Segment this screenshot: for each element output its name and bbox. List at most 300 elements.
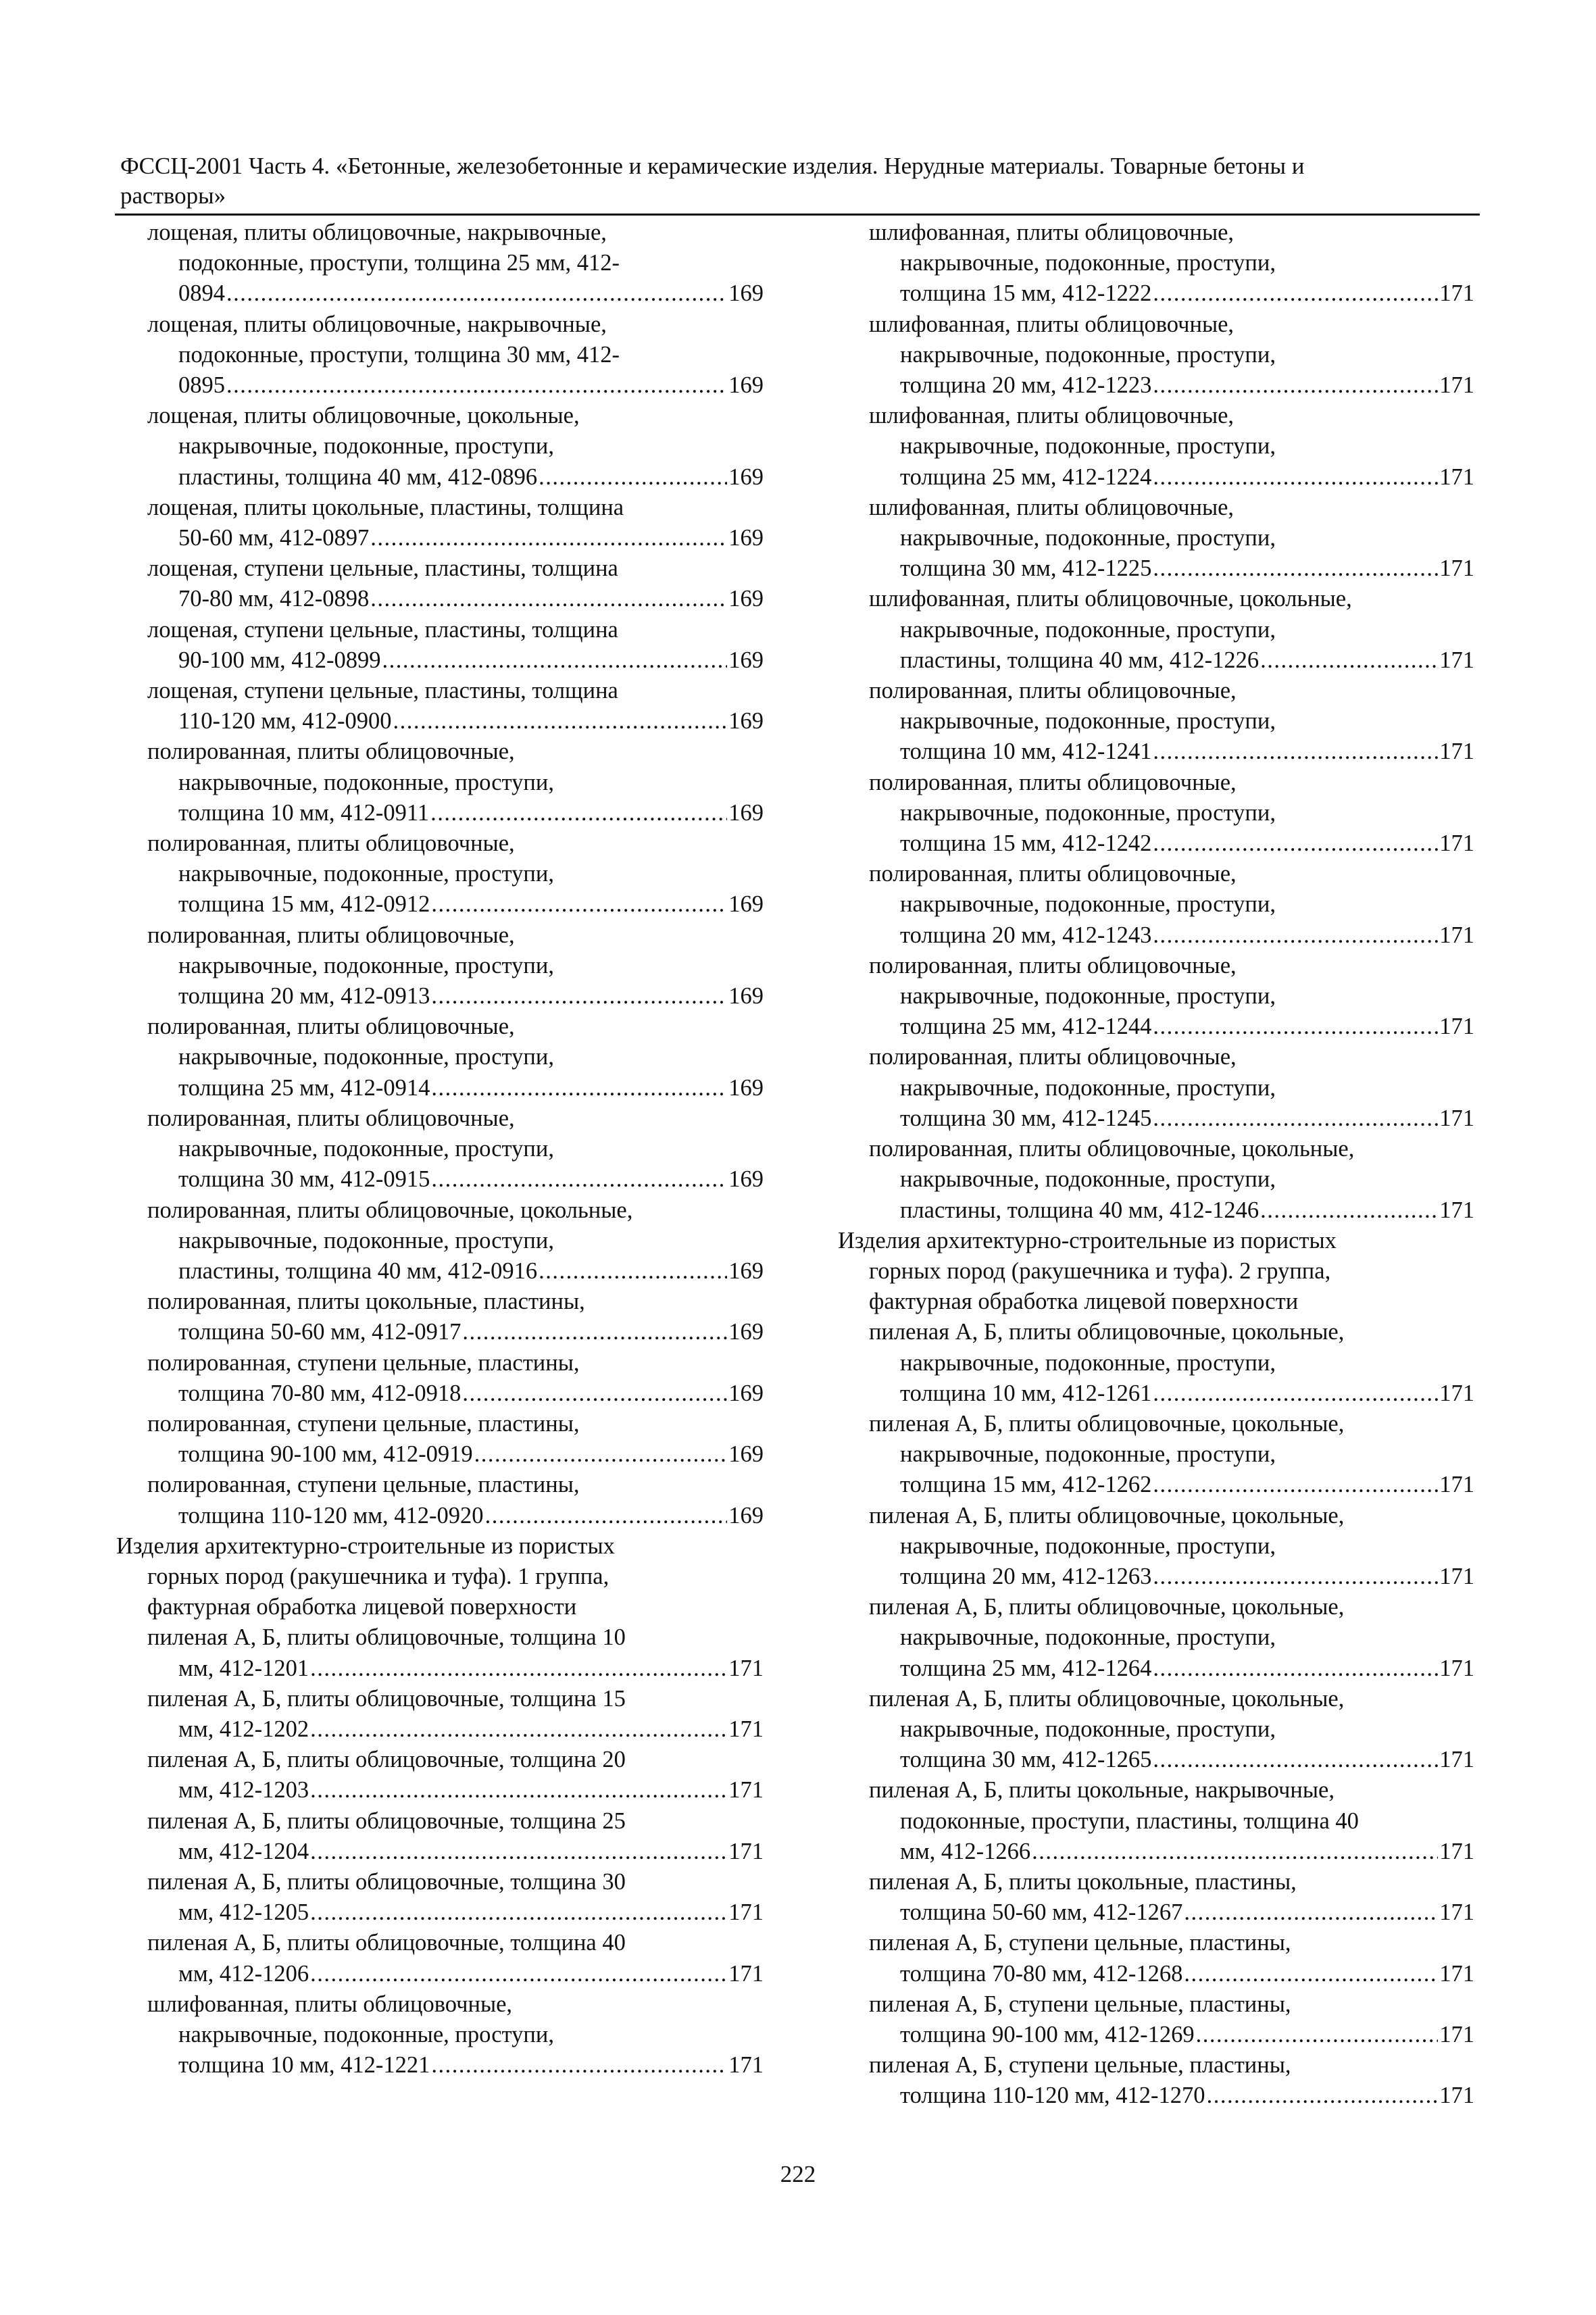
entry-last-line: [869, 2081, 1474, 2111]
entry-text-line: толщина 30 мм, 412-0915: [178, 1166, 430, 1193]
dot-leader: [1153, 1745, 1438, 1775]
entry-text-line: лощеная, плиты облицовочные, цокольные,: [147, 403, 580, 429]
entry-text-line: 50-60 мм, 412-0897: [178, 525, 370, 551]
entry-text-line: накрывочные, подоконные, проступи,: [900, 891, 1276, 918]
index-entry: [116, 676, 764, 737]
dot-leader: [310, 1714, 727, 1745]
entry-text-line: 110-120 мм, 412-0900: [178, 708, 392, 735]
entry-text-line: толщина 25 мм, 412-1244: [900, 1014, 1152, 1040]
entry-text-line: накрывочные, подоконные, проступи,: [178, 2021, 554, 2047]
index-entry: [838, 1684, 1474, 1776]
dot-leader: [310, 1897, 727, 1928]
entry-text-line: накрывочные, подоконные, проступи,: [178, 952, 554, 978]
entry-text-line: накрывочные, подоконные, проступи,: [900, 1349, 1276, 1376]
dot-leader: [310, 1959, 727, 1989]
dot-leader: [462, 1317, 727, 1347]
entry-text-line: пиленая А, Б, плиты облицовочные, толщина 10: [147, 1624, 626, 1651]
entry-text-line: шлифованная, плиты облицовочные,: [869, 220, 1235, 245]
entry-text-line: фактурная обработка лицевой поверхности: [869, 1289, 1299, 1315]
dot-leader: [474, 1439, 728, 1470]
page-reference: 169: [728, 1319, 764, 1345]
entry-text-line: толщина 50-60 мм, 412-0917: [178, 1319, 462, 1345]
index-entry: [838, 1867, 1474, 1928]
entry-text-line: полированная, плиты облицовочные,: [147, 922, 515, 948]
page-reference: 169: [728, 525, 764, 551]
entry-text-line: накрывочные, подоконные, проступи,: [900, 1533, 1276, 1559]
entry-last-line: [147, 1501, 764, 1531]
entry-last-line: [869, 1562, 1474, 1592]
page-reference: 171: [1439, 830, 1474, 857]
entry-text-line: толщина 30 мм, 412-1225: [900, 555, 1152, 582]
dot-leader: [431, 889, 727, 920]
page-reference: 171: [1439, 555, 1474, 582]
entry-last-line: [869, 1378, 1474, 1409]
index-entry: [838, 1317, 1474, 1409]
index-entry: [116, 1745, 764, 1806]
dot-leader: [226, 370, 727, 401]
entry-last-line: [147, 706, 764, 737]
entry-text-line: толщина 110-120 мм, 412-1270: [900, 2083, 1205, 2109]
entry-text-line: полированная, ступени цельные, пластины,: [147, 1472, 580, 1498]
page-reference: 171: [1439, 1472, 1474, 1498]
entry-text-line: пиленая А, Б, плиты цокольные, накрывочные,: [869, 1777, 1335, 1803]
index-entry: [116, 1195, 764, 1287]
entry-text-line: фактурная обработка лицевой поверхности: [147, 1594, 577, 1620]
dot-leader: [485, 1501, 728, 1531]
dot-leader: [431, 1164, 727, 1195]
index-entry: [838, 2050, 1474, 2111]
entry-last-line: [147, 584, 764, 614]
entry-text-line: толщина 70-80 мм, 412-0918: [178, 1380, 462, 1406]
entry-text-line: толщина 110-120 мм, 412-0920: [178, 1502, 484, 1528]
entry-text-line: шлифованная, плиты облицовочные, цокольные,: [869, 586, 1352, 612]
entry-text-line: накрывочные, подоконные, проступи,: [900, 341, 1276, 368]
entry-text-line: толщина 50-60 мм, 412-1267: [900, 1899, 1183, 1926]
header-divider: [115, 214, 1480, 216]
index-entry: [838, 1928, 1474, 1989]
entry-last-line: [147, 1378, 764, 1409]
index-entry: [116, 309, 764, 401]
entry-last-line: [869, 920, 1474, 951]
entry-text-line: мм, 412-1206: [178, 1960, 309, 1987]
entry-text-line: накрывочные, подоконные, проступи,: [900, 525, 1276, 551]
entry-last-line: [869, 1897, 1474, 1928]
page-reference: 171: [1439, 1960, 1474, 1987]
entry-text-line: Изделия архитектурно-строительные из пористых: [116, 1533, 615, 1559]
dot-leader: [1153, 1012, 1438, 1042]
page-reference: 169: [728, 983, 764, 1010]
entry-text-line: мм, 412-1202: [178, 1716, 309, 1742]
dot-leader: [1196, 2020, 1439, 2050]
entry-text-line: пиленая А, Б, плиты цокольные, пластины,: [869, 1868, 1297, 1895]
dot-leader: [1260, 1195, 1438, 1226]
page-reference: 169: [728, 1441, 764, 1468]
dot-leader: [370, 523, 727, 553]
dot-leader: [1153, 370, 1438, 401]
dot-leader: [431, 1073, 727, 1103]
entry-text-line: накрывочные, подоконные, проступи,: [178, 1227, 554, 1253]
entry-text-line: толщина 70-80 мм, 412-1268: [900, 1960, 1183, 1987]
entry-text-line: горных пород (ракушечника и туфа). 2 группа,: [869, 1258, 1331, 1284]
entry-text-line: толщина 10 мм, 412-1241: [900, 739, 1152, 765]
entry-text-line: мм, 412-1201: [178, 1655, 309, 1681]
entry-text-line: толщина 15 мм, 412-0912: [178, 891, 430, 918]
index-entry: [116, 1409, 764, 1470]
index-entry: [116, 828, 764, 920]
entry-text-line: накрывочные, подоконные, проступи,: [900, 1716, 1276, 1742]
entry-text-line: пластины, толщина 40 мм, 412-0916: [178, 1258, 538, 1284]
dot-leader: [1184, 1897, 1438, 1928]
entry-text-line: лощеная, ступени цельные, пластины, толщина: [147, 616, 618, 643]
index-entry: [838, 768, 1474, 860]
entry-text-line: полированная, плиты облицовочные,: [869, 769, 1237, 795]
entry-text-line: шлифованная, плиты облицовочные,: [147, 1991, 513, 2017]
index-entry: [116, 553, 764, 614]
index-entry: [116, 1012, 764, 1103]
entry-text-line: лощеная, плиты облицовочные, накрывочные,: [147, 311, 607, 337]
entry-text-line: накрывочные, подоконные, проступи,: [900, 1166, 1276, 1193]
entry-last-line: [869, 1653, 1474, 1684]
entry-last-line: [869, 278, 1474, 309]
index-column-right: [838, 218, 1474, 2112]
entry-text-line: накрывочные, подоконные, проступи,: [900, 616, 1276, 643]
entry-text-line: толщина 10 мм, 412-0911: [178, 799, 430, 826]
entry-last-line: [869, 828, 1474, 859]
dot-leader: [1184, 1959, 1438, 1989]
entry-text-line: толщина 20 мм, 412-1263: [900, 1563, 1152, 1589]
dot-leader: [310, 1837, 727, 1867]
dot-leader: [226, 278, 727, 309]
entry-last-line: [147, 1164, 764, 1195]
entry-text-line: полированная, ступени цельные, пластины,: [147, 1410, 580, 1437]
entry-last-line: [147, 1653, 764, 1684]
entry-text-line: толщина 15 мм, 412-1262: [900, 1472, 1152, 1498]
index-entry: [838, 584, 1474, 676]
entry-text-line: лощеная, плиты облицовочные, накрывочные,: [147, 220, 607, 245]
entry-text-line: Изделия архитектурно-строительные из пористых: [838, 1227, 1337, 1253]
entry-text-line: накрывочные, подоконные, проступи,: [900, 1441, 1276, 1468]
index-entry: [116, 218, 764, 309]
entry-text-line: толщина 10 мм, 412-1221: [178, 2052, 430, 2078]
entry-text-line: полированная, плиты облицовочные,: [147, 1014, 515, 1040]
entry-text-line: полированная, плиты облицовочные, цокольные,: [869, 1136, 1355, 1162]
entry-text-line: пиленая А, Б, плиты облицовочные, толщина 15: [147, 1685, 626, 1712]
entry-last-line: [869, 553, 1474, 584]
page-reference: 171: [1439, 922, 1474, 948]
header-line-2: растворы»: [120, 182, 226, 209]
entry-text-line: мм, 412-1204: [178, 1838, 309, 1864]
page-reference: 171: [1439, 1105, 1474, 1131]
entry-last-line: [147, 1897, 764, 1928]
dot-leader: [393, 706, 728, 737]
page-reference: 169: [728, 799, 764, 826]
index-entry: [116, 1989, 764, 2081]
entry-text-line: пиленая А, Б, ступени цельные, пластины,: [869, 1930, 1291, 1956]
entry-text-line: 90-100 мм, 412-0899: [178, 647, 381, 673]
dot-leader: [1153, 1470, 1438, 1500]
page-number: 222: [780, 2161, 816, 2187]
index-entry: [838, 1989, 1474, 2050]
page-reference: 171: [1439, 1563, 1474, 1589]
page-reference: 171: [1439, 2021, 1474, 2047]
entry-text-line: лощеная, ступени цельные, пластины, толщина: [147, 678, 618, 704]
entry-last-line: [147, 2050, 764, 2081]
index-entry: [838, 676, 1474, 768]
dot-leader: [1153, 1653, 1438, 1684]
dot-leader: [539, 1256, 727, 1287]
index-entry: [116, 1806, 764, 1867]
entry-last-line: [147, 645, 764, 676]
page-reference: 169: [728, 464, 764, 490]
entry-text-line: подоконные, проступи, толщина 25 мм, 412-: [178, 250, 620, 276]
entry-text-line: накрывочные, подоконные, проступи,: [900, 983, 1276, 1010]
entry-text-line: полированная, плиты облицовочные, цокольные,: [147, 1197, 633, 1223]
page-reference: 169: [728, 1074, 764, 1101]
entry-last-line: [147, 370, 764, 401]
entry-last-line: [869, 370, 1474, 401]
entry-text-line: полированная, плиты облицовочные,: [869, 1044, 1237, 1070]
index-entry: [838, 309, 1474, 401]
entry-text-line: толщина 15 мм, 412-1242: [900, 830, 1152, 857]
page-reference: 171: [1439, 2083, 1474, 2109]
page-header: [120, 151, 1485, 211]
entry-last-line: [147, 1073, 764, 1103]
entry-last-line: [869, 462, 1474, 493]
entry-text-line: накрывочные, подоконные, проступи,: [178, 1044, 554, 1070]
index-entry: [116, 615, 764, 676]
page-reference: 171: [728, 2052, 764, 2078]
dot-leader: [539, 462, 727, 493]
entry-text-line: шлифованная, плиты облицовочные,: [869, 494, 1235, 520]
index-entry: [838, 1134, 1474, 1226]
entry-text-line: мм, 412-1205: [178, 1899, 309, 1926]
dot-leader: [310, 1775, 727, 1806]
entry-text-line: накрывочные, подоконные, проступи,: [900, 250, 1276, 276]
page-reference: 171: [1439, 739, 1474, 765]
entry-text-line: толщина 30 мм, 412-1265: [900, 1747, 1152, 1773]
entry-last-line: [147, 1837, 764, 1867]
page-reference: 171: [1439, 647, 1474, 673]
page-reference: 171: [728, 1716, 764, 1742]
dot-leader: [1153, 462, 1438, 493]
page-reference: 171: [1439, 280, 1474, 307]
page-reference: 169: [728, 647, 764, 673]
entry-text-line: толщина 90-100 мм, 412-0919: [178, 1441, 473, 1468]
dot-leader: [431, 981, 727, 1012]
entry-text-line: толщина 10 мм, 412-1261: [900, 1380, 1152, 1406]
entry-text-line: мм, 412-1203: [178, 1777, 309, 1803]
entry-last-line: [869, 1837, 1474, 1867]
page-reference: 171: [728, 1655, 764, 1681]
entry-text-line: пиленая А, Б, плиты облицовочные, толщина 40: [147, 1930, 626, 1956]
entry-last-line: [147, 278, 764, 309]
index-entry: [116, 1622, 764, 1683]
index-entry: [116, 920, 764, 1012]
entry-text-line: пластины, толщина 40 мм, 412-0896: [178, 464, 538, 490]
entry-text-line: толщина 30 мм, 412-1245: [900, 1105, 1152, 1131]
index-entry: [116, 1928, 764, 1989]
index-section-heading: [116, 1531, 764, 1623]
page-reference: 169: [728, 891, 764, 918]
page-reference: 169: [728, 280, 764, 307]
page-reference: 169: [728, 1502, 764, 1528]
page-reference: 171: [1439, 1014, 1474, 1040]
page-reference: 171: [1439, 1838, 1474, 1864]
entry-text-line: пиленая А, Б, ступени цельные, пластины,: [869, 2052, 1291, 2078]
entry-text-line: пиленая А, Б, плиты облицовочные, цокольные,: [869, 1594, 1345, 1620]
entry-text-line: полированная, плиты облицовочные,: [869, 861, 1237, 887]
page-reference: 171: [1439, 1747, 1474, 1773]
entry-text-line: накрывочные, подоконные, проступи,: [900, 1624, 1276, 1651]
index-entry: [116, 1684, 764, 1745]
entry-text-line: подоконные, проступи, толщина 30 мм, 412-: [178, 341, 620, 368]
entry-last-line: [147, 1775, 764, 1806]
entry-text-line: накрывочные, подоконные, проступи,: [900, 799, 1276, 826]
entry-last-line: [147, 1439, 764, 1470]
entry-last-line: [869, 2020, 1474, 2050]
index-entry: [116, 493, 764, 553]
dot-leader: [382, 645, 728, 676]
page-reference: 171: [1439, 1197, 1474, 1223]
entry-last-line: [147, 1714, 764, 1745]
entry-last-line: [147, 523, 764, 553]
page-reference: 171: [1439, 1380, 1474, 1406]
dot-leader: [1153, 1378, 1438, 1409]
index-entry: [838, 1409, 1474, 1501]
entry-last-line: [147, 889, 764, 920]
dot-leader: [310, 1653, 727, 1684]
entry-last-line: [147, 462, 764, 493]
entry-text-line: толщина 90-100 мм, 412-1269: [900, 2021, 1195, 2047]
entry-text-line: толщина 25 мм, 412-1264: [900, 1655, 1152, 1681]
page-reference: 169: [728, 586, 764, 612]
index-entry: [838, 218, 1474, 309]
page-reference: 171: [1439, 1655, 1474, 1681]
dot-leader: [1153, 1103, 1438, 1134]
entry-last-line: [869, 1195, 1474, 1226]
index-entry: [116, 1103, 764, 1195]
index-entry: [116, 737, 764, 828]
entry-text-line: пиленая А, Б, плиты облицовочные, цокольные,: [869, 1502, 1345, 1528]
page-reference: 169: [728, 372, 764, 399]
entry-text-line: полированная, плиты цокольные, пластины,: [147, 1289, 585, 1315]
entry-last-line: [147, 798, 764, 828]
entry-text-line: накрывочные, подоконные, проступи,: [178, 861, 554, 887]
entry-text-line: горных пород (ракушечника и туфа). 1 группа,: [147, 1563, 609, 1589]
entry-text-line: пиленая А, Б, плиты облицовочные, цокольные,: [869, 1685, 1345, 1712]
index-entry: [116, 1348, 764, 1409]
index-entry: [838, 493, 1474, 584]
entry-text-line: накрывочные, подоконные, проступи,: [178, 769, 554, 795]
entry-text-line: 0895: [178, 372, 225, 399]
index-entry: [116, 401, 764, 493]
entry-text-line: накрывочные, подоконные, проступи,: [900, 708, 1276, 735]
entry-text-line: 0894: [178, 280, 225, 307]
entry-text-line: толщина 20 мм, 412-1223: [900, 372, 1152, 399]
entry-last-line: [869, 1012, 1474, 1042]
entry-text-line: толщина 15 мм, 412-1222: [900, 280, 1152, 307]
page-reference: 169: [728, 708, 764, 735]
entry-text-line: полированная, плиты облицовочные,: [869, 952, 1237, 978]
entry-text-line: толщина 20 мм, 412-1243: [900, 922, 1152, 948]
entry-text-line: пластины, толщина 40 мм, 412-1226: [900, 647, 1260, 673]
dot-leader: [370, 584, 727, 614]
index-entry: [838, 859, 1474, 951]
entry-text-line: пиленая А, Б, плиты облицовочные, толщина 20: [147, 1747, 626, 1773]
entry-last-line: [869, 1959, 1474, 1989]
index-entry: [838, 1592, 1474, 1684]
index-entry: [838, 1501, 1474, 1593]
entry-text-line: пиленая А, Б, плиты облицовочные, толщина 30: [147, 1868, 626, 1895]
index-column-left: [116, 218, 764, 2081]
dot-leader: [1153, 828, 1438, 859]
index-entry: [838, 1042, 1474, 1134]
page-reference: 171: [1439, 464, 1474, 490]
entry-text-line: накрывочные, подоконные, проступи,: [178, 433, 554, 459]
index-entry: [838, 1775, 1474, 1867]
entry-last-line: [869, 1103, 1474, 1134]
entry-text-line: мм, 412-1266: [900, 1838, 1031, 1864]
entry-text-line: накрывочные, подоконные, проступи,: [178, 1136, 554, 1162]
entry-last-line: [869, 1470, 1474, 1500]
page-reference: 169: [728, 1380, 764, 1406]
entry-text-line: шлифованная, плиты облицовочные,: [869, 311, 1235, 337]
page-reference: 171: [1439, 372, 1474, 399]
entry-text-line: пиленая А, Б, плиты облицовочные, толщина 25: [147, 1808, 626, 1834]
index-entry: [838, 951, 1474, 1043]
entry-last-line: [869, 737, 1474, 767]
page-reference: 169: [728, 1258, 764, 1284]
dot-leader: [431, 2050, 727, 2081]
entry-text-line: полированная, плиты облицовочные,: [147, 739, 515, 765]
dot-leader: [1153, 278, 1438, 309]
page-reference: 171: [1439, 1899, 1474, 1926]
entry-text-line: 70-80 мм, 412-0898: [178, 586, 370, 612]
entry-text-line: полированная, ступени цельные, пластины,: [147, 1349, 580, 1376]
entry-text-line: полированная, плиты облицовочные,: [869, 678, 1237, 704]
entry-last-line: [869, 645, 1474, 676]
index-entry: [116, 1867, 764, 1928]
entry-text-line: накрывочные, подоконные, проступи,: [900, 433, 1276, 459]
entry-text-line: пластины, толщина 40 мм, 412-1246: [900, 1197, 1260, 1223]
dot-leader: [1032, 1837, 1438, 1867]
index-section-heading: [838, 1226, 1474, 1318]
entry-text-line: лощеная, плиты цокольные, пластины, толщина: [147, 494, 624, 520]
dot-leader: [430, 798, 727, 828]
entry-last-line: [147, 1256, 764, 1287]
entry-text-line: толщина 25 мм, 412-1224: [900, 464, 1152, 490]
entry-text-line: шлифованная, плиты облицовочные,: [869, 403, 1235, 429]
entry-last-line: [147, 1959, 764, 1989]
index-entry: [116, 1470, 764, 1530]
entry-last-line: [147, 981, 764, 1012]
entry-last-line: [869, 1745, 1474, 1775]
header-line-1: ФССЦ-2001 Часть 4. «Бетонные, железобетонные и керамические изделия. Нерудные материалы. Товарные бетоны и: [120, 153, 1305, 179]
page-reference: 171: [728, 1899, 764, 1926]
dot-leader: [1153, 1562, 1438, 1592]
entry-text-line: накрывочные, подоконные, проступи,: [900, 1074, 1276, 1101]
entry-text-line: пиленая А, Б, плиты облицовочные, цокольные,: [869, 1319, 1345, 1345]
entry-text-line: лощеная, ступени цельные, пластины, толщина: [147, 555, 618, 582]
page-reference: 171: [728, 1777, 764, 1803]
entry-text-line: толщина 25 мм, 412-0914: [178, 1074, 430, 1101]
entry-text-line: пиленая А, Б, ступени цельные, пластины,: [869, 1991, 1291, 2017]
dot-leader: [462, 1378, 727, 1409]
dot-leader: [1153, 737, 1438, 767]
dot-leader: [1153, 553, 1438, 584]
entry-last-line: [147, 1317, 764, 1347]
index-entry: [116, 1287, 764, 1347]
